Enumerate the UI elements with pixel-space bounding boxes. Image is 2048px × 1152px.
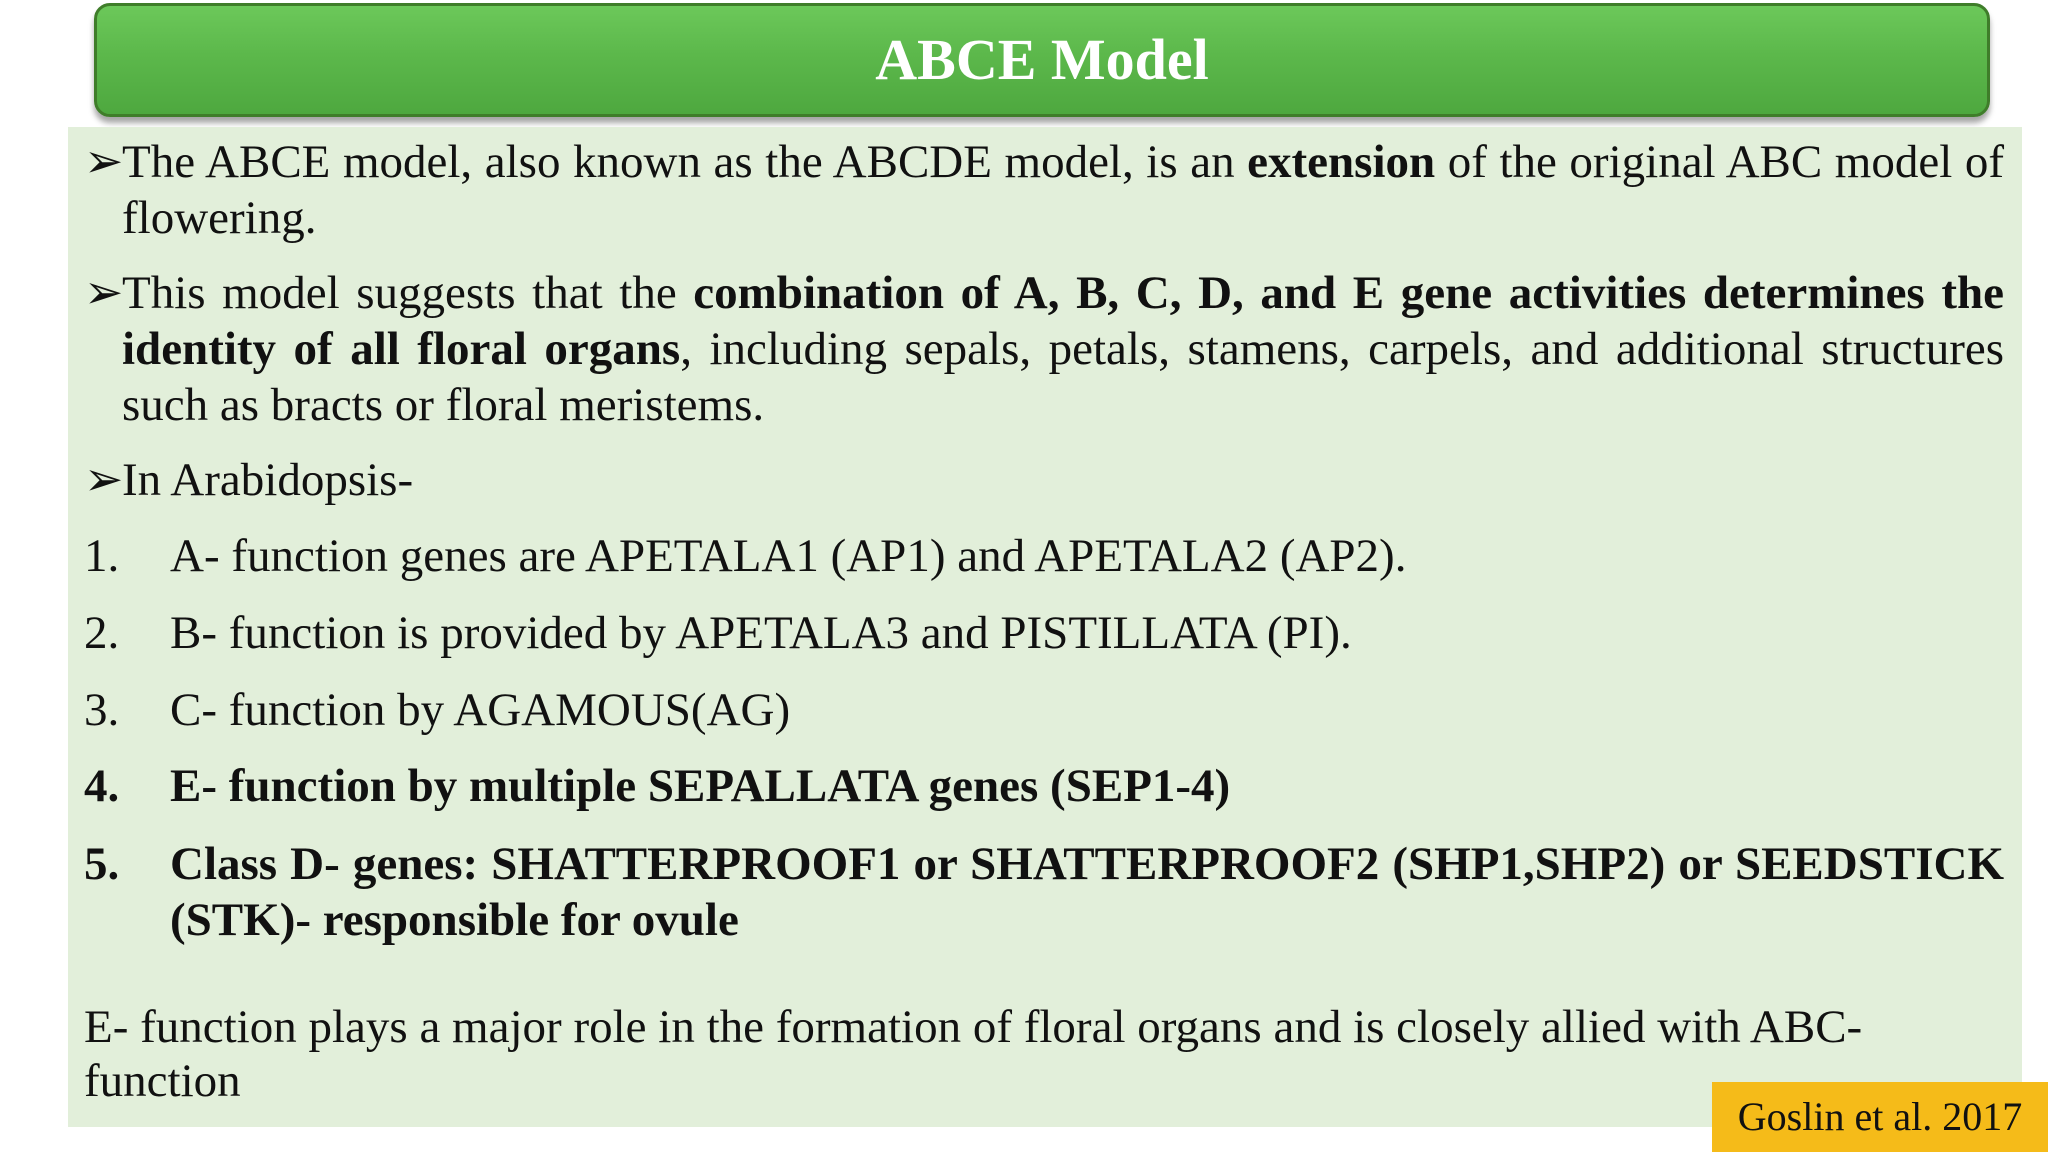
bullet-item-abce-definition	[84, 134, 2004, 246]
list-text: C- function by AGAMOUS(AG)	[170, 684, 791, 736]
bullet-text	[122, 265, 2004, 433]
bullet-text-bold: combination of A, B, C, D, and E gene activities determines the identity of all floral organs	[122, 267, 2004, 375]
list-item	[84, 528, 2004, 584]
list-text: E- function by multiple SEPALLATA genes (SEP1-4)	[170, 760, 1231, 812]
list-number: 3.	[84, 684, 120, 736]
bullet-text	[122, 134, 2004, 246]
list-number: 4.	[84, 760, 120, 812]
list-number: 1.	[84, 530, 120, 582]
bullet-text-part: The ABCE model, also known as the ABCDE model, is an	[122, 136, 1248, 188]
bullet-text-part: , including sepals, petals, stamens, carpels, and additional structures such as bracts or floral meristems.	[122, 323, 2005, 431]
bullet-text: In Arabidopsis-	[122, 454, 414, 506]
bullet-text-part: of the original ABC model of flowering.	[122, 136, 2004, 244]
bullet-text-part: This model suggests that the	[122, 267, 694, 319]
arrow-bullet-icon: ➢	[84, 454, 124, 506]
list-item	[84, 605, 2004, 661]
slide-title-bar	[94, 3, 1990, 117]
summary-note: E- function plays a major role in the formation of floral organs and is closely allied with ABC- function	[84, 1001, 1863, 1107]
bullet-text-bold: extension	[1247, 136, 1436, 188]
list-item	[84, 836, 2004, 948]
list-item	[84, 758, 2004, 814]
arrow-bullet-icon: ➢	[84, 267, 124, 319]
list-item	[84, 682, 2004, 738]
bullet-item-model-combination	[84, 265, 2004, 433]
bullet-item-arabidopsis	[84, 452, 2004, 508]
list-number: 2.	[84, 607, 120, 659]
list-text: Class D- genes: SHATTERPROOF1 or SHATTERPROOF2 (SHP1,SHP2) or SEEDSTICK (STK)- responsible for ovule	[170, 838, 2004, 946]
citation-label: Goslin et al. 2017	[1712, 1082, 2048, 1152]
slide-title: ABCE Model	[875, 27, 1209, 92]
list-number: 5.	[84, 838, 120, 890]
arrow-bullet-icon: ➢	[84, 136, 124, 188]
list-text: A- function genes are APETALA1 (AP1) and APETALA2 (AP2).	[170, 530, 1407, 582]
list-text: B- function is provided by APETALA3 and PISTILLATA (PI).	[170, 607, 1352, 659]
